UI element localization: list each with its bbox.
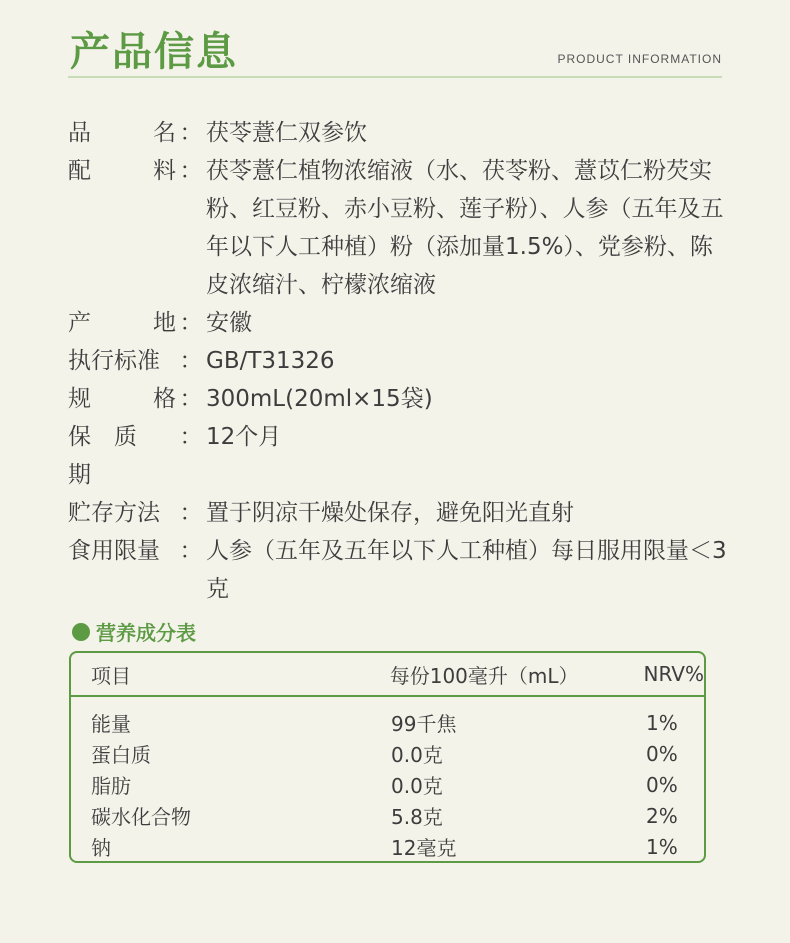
table-row — [71, 769, 704, 800]
info-label: 执行标准 — [68, 348, 160, 374]
table-header-cell: NRV% — [643, 662, 704, 686]
table-cell: 能量 — [91, 712, 131, 736]
page-subtitle: PRODUCT INFORMATION — [557, 52, 722, 66]
info-row-standard — [68, 342, 728, 380]
info-value: 300mL(20ml×15袋) — [206, 386, 433, 412]
nutrition-title: 营养成分表 — [96, 621, 196, 645]
table-cell: 0.0克 — [391, 743, 443, 767]
info-row-shelf-life — [68, 418, 728, 494]
info-colon: ： — [179, 348, 203, 374]
info-row-spec — [68, 380, 728, 418]
info-value: GB/T31326 — [206, 348, 335, 374]
info-colon: ： — [179, 538, 203, 564]
product-info-list — [68, 114, 728, 608]
info-label: 配 — [68, 158, 91, 184]
info-value: 茯苓薏仁双参饮 — [206, 120, 367, 146]
table-cell: 5.8克 — [391, 805, 443, 829]
info-value: 人参（五年及五年以下人工种植）每日服用限量＜3克 — [206, 538, 727, 602]
info-label: 品 — [68, 120, 91, 146]
info-label: 贮存方法 — [68, 500, 160, 526]
info-row-storage — [68, 494, 728, 532]
info-label: 料 — [153, 158, 176, 184]
info-value: 安徽 — [206, 310, 252, 336]
table-cell: 99千焦 — [391, 712, 457, 736]
table-cell: 1% — [646, 834, 678, 859]
table-row — [71, 707, 704, 738]
table-cell: 钠 — [91, 836, 111, 860]
info-label: 产 — [68, 310, 91, 336]
table-header-row — [71, 653, 704, 697]
info-value: 置于阴凉干燥处保存，避免阳光直射 — [206, 500, 574, 526]
table-header-cell: 每份100毫升（mL） — [389, 663, 579, 688]
nutrition-heading — [72, 617, 196, 646]
info-row-name — [68, 114, 728, 152]
table-cell: 蛋白质 — [91, 743, 151, 767]
table-cell: 12毫克 — [391, 836, 457, 860]
info-label: 名 — [153, 120, 176, 146]
table-cell: 2% — [646, 803, 678, 828]
info-value: 茯苓薏仁植物浓缩液（水、茯苓粉、薏苡仁粉芡实粉、红豆粉、赤小豆粉、莲子粉）、人参（五年及五年以下人工种植）粉（添加量1.5%）、党参粉、陈皮浓缩汁、柠檬浓缩液 — [206, 158, 724, 298]
page-title: 产品信息 — [70, 29, 238, 75]
table-row — [71, 831, 704, 862]
info-label: 食用限量 — [68, 538, 160, 564]
table-cell: 0% — [646, 741, 678, 766]
info-colon: ： — [179, 386, 203, 412]
table-body — [71, 697, 704, 862]
table-cell: 0.0克 — [391, 774, 443, 798]
table-cell: 脂肪 — [91, 774, 131, 798]
info-label: 地 — [153, 310, 176, 336]
info-colon: ： — [179, 158, 203, 184]
nutrition-table — [69, 651, 706, 863]
table-cell: 0% — [646, 772, 678, 797]
info-label: 规 — [68, 386, 91, 412]
title-divider — [68, 76, 722, 78]
table-row — [71, 738, 704, 769]
info-colon: ： — [179, 120, 203, 146]
table-row — [71, 800, 704, 831]
info-value: 12个月 — [206, 424, 282, 450]
table-cell: 1% — [646, 710, 678, 735]
info-row-ingredients — [68, 152, 728, 304]
info-colon: ： — [179, 500, 203, 526]
table-header-cell: 项目 — [91, 663, 131, 688]
info-row-origin — [68, 304, 728, 342]
info-label: 格 — [153, 386, 176, 412]
info-label: 保 质 期 — [68, 424, 160, 488]
info-colon: ： — [179, 310, 203, 336]
table-cell: 碳水化合物 — [91, 805, 191, 829]
bullet-dot-icon — [72, 623, 90, 641]
info-row-limit — [68, 532, 728, 608]
info-colon: ： — [179, 424, 203, 450]
